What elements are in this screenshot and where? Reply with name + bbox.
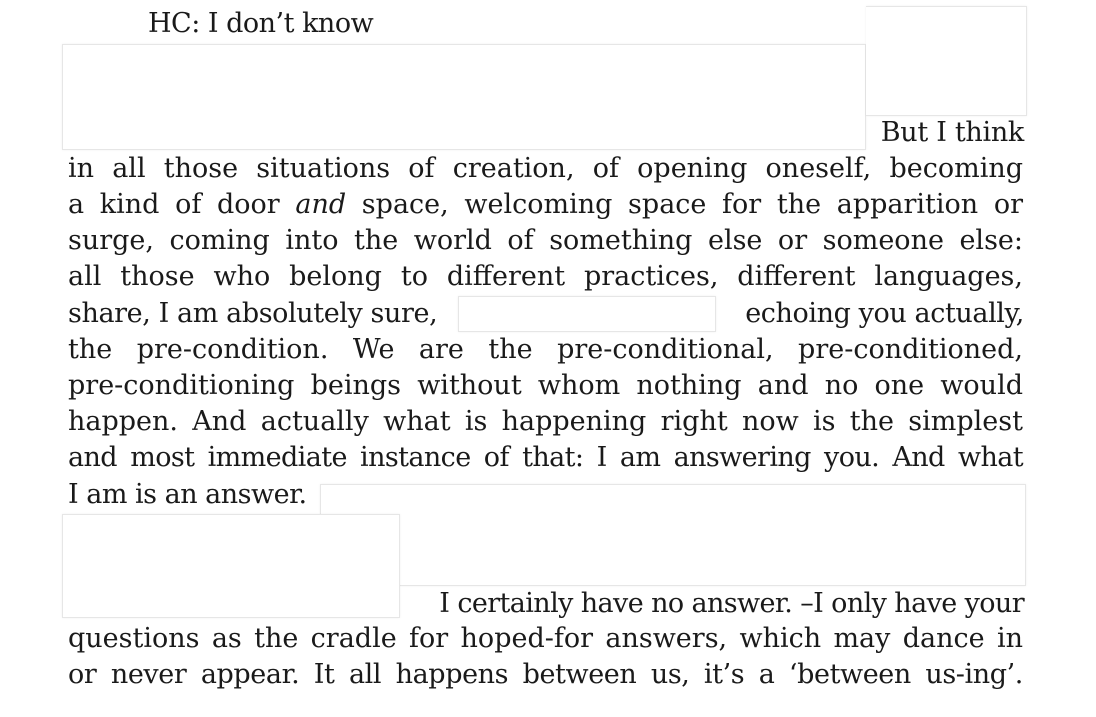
- text-fragment: space, welcoming space for the apparition or: [346, 189, 1023, 220]
- redaction-block: [62, 514, 400, 618]
- redaction-block: [320, 484, 1026, 586]
- text-fragment: share, I am absolutely sure,: [68, 298, 438, 329]
- redaction-block: [866, 6, 1027, 116]
- text-line: [68, 187, 1023, 223]
- text-line: questions as the cradle for hoped-for answers, which may dance in: [68, 623, 1023, 654]
- text-line: or never appear. It all happens between us, it’s a ‘between us-ing’.: [68, 659, 1023, 690]
- text-line: surge, coming into the world of something else or someone else:: [68, 225, 1023, 256]
- text-fragment: a kind of door: [68, 189, 296, 220]
- text-line: and most immediate instance of that: I am answering you. And what: [68, 442, 1023, 473]
- text-line: happen. And actually what is happening right now is the simplest: [68, 406, 1023, 437]
- redaction-block: [458, 296, 716, 332]
- text-line: But I think: [880, 117, 1024, 148]
- text-fragment: echoing you actually,: [745, 298, 1024, 329]
- text-line: the pre-condition. We are the pre-conditional, pre-conditioned,: [68, 334, 1023, 365]
- redaction-block: [62, 44, 866, 150]
- text-line: I certainly have no answer. –I only have your: [439, 588, 1024, 619]
- text-line: pre-conditioning beings without whom nothing and no one would: [68, 370, 1023, 401]
- emphasis-text: and: [295, 189, 347, 220]
- speaker-line: HC: I don’t know: [148, 8, 374, 39]
- text-line: I am is an answer.: [68, 479, 307, 510]
- text-line: in all those situations of creation, of opening oneself, becoming: [68, 153, 1023, 184]
- text-line: all those who belong to different practices, different languages,: [68, 261, 1023, 292]
